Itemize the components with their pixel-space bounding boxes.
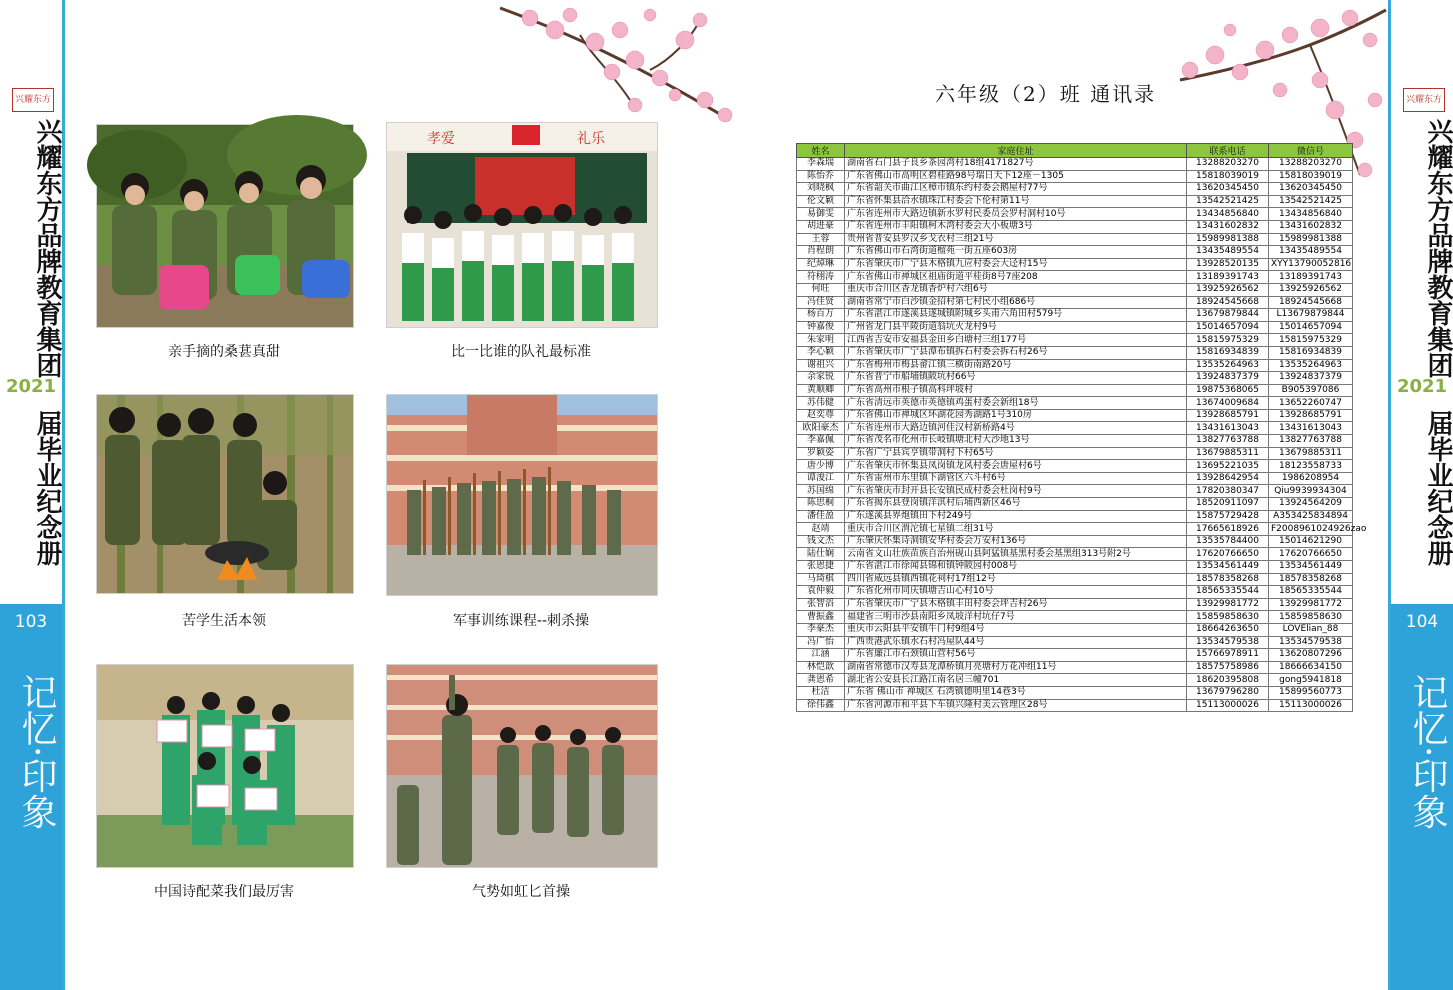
subtitle: 届毕业纪念册 <box>1423 410 1453 566</box>
table-row <box>797 372 1353 385</box>
cell-address: 广东省佛山市禅城区环湖花园秀湖路1号310房 <box>845 409 1187 422</box>
cherry-blossom-branch-left <box>500 0 740 140</box>
cell-wechat: 18565335544 <box>1269 586 1353 599</box>
cell-phone: 13534561449 <box>1187 561 1269 574</box>
cell-name: 李嘉佩 <box>797 435 845 448</box>
table-row <box>797 472 1353 485</box>
cell-address: 广东省肇庆市广宁县潭布镇拆石村委会拆石村26号 <box>845 346 1187 359</box>
cell-address: 广东省广宁县宾亨镇带洞村下村65号 <box>845 447 1187 460</box>
cell-address: 广东省连州市大路边镇新水罗村民委员会罗村洞村10号 <box>845 208 1187 221</box>
cell-name: 余家锐 <box>797 372 845 385</box>
cell-phone: 17820380347 <box>1187 485 1269 498</box>
cell-phone: 17665618926 <box>1187 523 1269 536</box>
cell-phone: 18664263650 <box>1187 623 1269 636</box>
cell-name: 张智滔 <box>797 598 845 611</box>
cell-address: 广东省肇庆市广宁县木格镇丰田村委会坪吉村26号 <box>845 598 1187 611</box>
cell-phone: 13431613043 <box>1187 422 1269 435</box>
table-row <box>797 422 1353 435</box>
cell-address: 重庆市合川区香龙镇香炉村六组6号 <box>845 283 1187 296</box>
table-row <box>797 573 1353 586</box>
cell-name: 欧阳豪杰 <box>797 422 845 435</box>
cell-address: 广东省肇庆市广宁县木格镇九应村委会大迳村15号 <box>845 258 1187 271</box>
cell-address: 四川省威远县镇西镇花祠村17组12号 <box>845 573 1187 586</box>
banner-text-right: 礼乐 <box>577 131 605 147</box>
cell-address: 广东省怀集县洽水镇珠江村委会下伦村第11号 <box>845 195 1187 208</box>
cell-address: 广东省连州市大路边镇河佳汉村新桥路4号 <box>845 422 1187 435</box>
cell-wechat: 13929981772 <box>1269 598 1353 611</box>
table-row <box>797 384 1353 397</box>
cell-address: 广东省佛山市高明区碧桂路98号瑞日天下12座－1305 <box>845 170 1187 183</box>
cell-name: 伦文颖 <box>797 195 845 208</box>
cell-wechat: LOVElian_88 <box>1269 623 1353 636</box>
cell-wechat: 13534579538 <box>1269 636 1353 649</box>
cell-wechat: 13535264963 <box>1269 359 1353 372</box>
cell-name: 王蓉 <box>797 233 845 246</box>
cell-address: 重庆市云阳县平安镇牛门村9组4号 <box>845 623 1187 636</box>
cell-name: 易御雯 <box>797 208 845 221</box>
cell-wechat: 13534561449 <box>1269 561 1353 574</box>
photo-image <box>97 395 353 593</box>
contact-directory-table <box>796 143 1367 712</box>
cell-name: 朱家明 <box>797 334 845 347</box>
cell-phone: 18575758986 <box>1187 661 1269 674</box>
cell-wechat: 17620766650 <box>1269 548 1353 561</box>
table-row <box>797 548 1353 561</box>
cell-name: 林恺歆 <box>797 661 845 674</box>
cell-name: 谢祖兴 <box>797 359 845 372</box>
cell-phone: 18520911097 <box>1187 498 1269 511</box>
cell-wechat: 15113000026 <box>1269 699 1353 712</box>
table-row <box>797 233 1353 246</box>
table-row <box>797 346 1353 359</box>
photo-image <box>97 125 353 327</box>
cell-phone: 13928642954 <box>1187 472 1269 485</box>
table-row <box>797 334 1353 347</box>
cell-name: 龚恩希 <box>797 674 845 687</box>
cell-address: 贵州省普安县罗汉乡戈衣村三组21号 <box>845 233 1187 246</box>
table-row <box>797 636 1353 649</box>
cell-wechat: 13434856840 <box>1269 208 1353 221</box>
page-number-left: 103 <box>14 612 48 632</box>
cell-address: 湖南省石门县子良乡茶园湾村18组4171827号 <box>845 158 1187 171</box>
table-row <box>797 183 1353 196</box>
right-sidebar <box>1388 0 1453 990</box>
cell-phone: 13288203270 <box>1187 158 1269 171</box>
cell-phone: 15989981388 <box>1187 233 1269 246</box>
cell-address: 广东省化州市同庆镇塘吉山心村10号 <box>845 586 1187 599</box>
cell-wechat: 13652260747 <box>1269 397 1353 410</box>
cell-name: 李心颖 <box>797 346 845 359</box>
table-row <box>797 258 1353 271</box>
table-row <box>797 397 1353 410</box>
table-row <box>797 674 1353 687</box>
cell-name: 张恩捷 <box>797 561 845 574</box>
cell-name: 胡进豪 <box>797 220 845 233</box>
cell-address: 广东省清远市英德市英德镇鸡蛋村委会新组18号 <box>845 397 1187 410</box>
cell-address: 广东省 佛山市 禅城区 石湾镇德明里14巷3号 <box>845 686 1187 699</box>
cell-wechat: 13431602832 <box>1269 220 1353 233</box>
cell-phone: 17620766650 <box>1187 548 1269 561</box>
photo-cooking <box>96 394 354 594</box>
cell-phone: 13928520135 <box>1187 258 1269 271</box>
cell-address: 广东省湛江市徐闻县锦和镇钟陂园村008号 <box>845 561 1187 574</box>
cell-phone: 13679879844 <box>1187 309 1269 322</box>
table-row <box>797 170 1353 183</box>
cell-address: 湖南省常德市汉寿县龙潭桥镇月亮塘村万花冲组11号 <box>845 661 1187 674</box>
year-label: 2021 <box>1396 376 1448 397</box>
cell-address: 江西省吉安市安福县金田乡白塘村三组177号 <box>845 334 1187 347</box>
table-row <box>797 598 1353 611</box>
column-header-name: 姓名 <box>797 144 845 158</box>
cell-address: 云南省文山壮族苗族自治州砚山县阿猛镇基黑村委会基黑组313号附2号 <box>845 548 1187 561</box>
cell-name: 曹振鑫 <box>797 611 845 624</box>
cell-name: 杜洁 <box>797 686 845 699</box>
cell-phone: 13435489554 <box>1187 246 1269 259</box>
cell-wechat: 1986208954 <box>1269 472 1353 485</box>
table-row <box>797 321 1353 334</box>
photo-image <box>97 665 353 867</box>
cell-phone: 13189391743 <box>1187 271 1269 284</box>
cell-name: 赵奕尊 <box>797 409 845 422</box>
cell-wechat: 15014657094 <box>1269 321 1353 334</box>
cell-phone: 18565335544 <box>1187 586 1269 599</box>
cell-name: 黄顺卿 <box>797 384 845 397</box>
photo-image <box>387 123 657 327</box>
photo-caption: 军事训练课程--刺杀操 <box>452 613 590 629</box>
cell-address: 广西贵港武乐镇水石村冯屋队44号 <box>845 636 1187 649</box>
cell-name: 肖程朗 <box>797 246 845 259</box>
table-row <box>797 447 1353 460</box>
directory-title: 六年级（2）班 通讯录 <box>935 82 1157 106</box>
cell-address: 广东省肇庆市怀集县凤岗镇龙风村委会唐屋村6号 <box>845 460 1187 473</box>
cell-wechat: 13928685791 <box>1269 409 1353 422</box>
photo-bayonet-drill <box>386 394 658 596</box>
table-row <box>797 686 1353 699</box>
cell-name: 李豪杰 <box>797 623 845 636</box>
cell-name: 钟嘉俊 <box>797 321 845 334</box>
photo-poem-dishes <box>96 664 354 868</box>
photo-image <box>387 395 657 595</box>
cell-name: 陈思桐 <box>797 498 845 511</box>
cell-phone: 15766978911 <box>1187 649 1269 662</box>
cell-phone: 15875729428 <box>1187 510 1269 523</box>
cell-wechat: 15899560773 <box>1269 686 1353 699</box>
cell-phone: 15859858630 <box>1187 611 1269 624</box>
photo-image <box>387 665 657 867</box>
subtitle: 届毕业纪念册 <box>32 410 62 566</box>
cell-name: 罗颖姿 <box>797 447 845 460</box>
cell-wechat: 18924545668 <box>1269 296 1353 309</box>
photo-caption: 比一比谁的队礼最标准 <box>451 344 591 360</box>
cell-wechat: 13924837379 <box>1269 372 1353 385</box>
table-row <box>797 158 1353 171</box>
cell-wechat: B905397086 <box>1269 384 1353 397</box>
cell-address: 广东省高州市根子镇高科坪坡村 <box>845 384 1187 397</box>
cell-name: 袁仲毅 <box>797 586 845 599</box>
cell-wechat: gong5941818 <box>1269 674 1353 687</box>
photo-dagger-drill <box>386 664 658 868</box>
cell-wechat: XYY13790052816 <box>1269 258 1353 271</box>
cell-name: 马琦棋 <box>797 573 845 586</box>
cell-wechat: 15818039019 <box>1269 170 1353 183</box>
brand-logo: 兴耀东方 <box>1403 88 1445 112</box>
blue-band <box>0 604 62 990</box>
column-header-phone: 联系电话 <box>1187 144 1269 158</box>
table-row <box>797 246 1353 259</box>
table-row <box>797 623 1353 636</box>
blue-band <box>1391 604 1453 990</box>
cell-phone: 13929981772 <box>1187 598 1269 611</box>
cell-name: 谭浚江 <box>797 472 845 485</box>
cell-address: 福建省三明市沙县南阳乡凤坡洋村坑仔7号 <box>845 611 1187 624</box>
cell-address: 广州省龙门县平陵街道翁坑火龙村9号 <box>845 321 1187 334</box>
brand-logo: 兴耀东方 <box>12 88 54 112</box>
table-row <box>797 435 1353 448</box>
table-row <box>797 649 1353 662</box>
column-header-address: 家庭住址 <box>845 144 1187 158</box>
cell-wechat: 13431613043 <box>1269 422 1353 435</box>
cell-name: 唐少博 <box>797 460 845 473</box>
cell-phone: 13679885311 <box>1187 447 1269 460</box>
memory-title: 记忆·印象 <box>16 674 57 830</box>
cell-address: 广东省廉江市石颈镇山营村56号 <box>845 649 1187 662</box>
table-header-row <box>797 144 1353 158</box>
table-row <box>797 220 1353 233</box>
cell-phone: 15113000026 <box>1187 699 1269 712</box>
cell-wechat: F2008961024926zao <box>1269 523 1353 536</box>
cell-wechat: 13827763788 <box>1269 435 1353 448</box>
table-row <box>797 535 1353 548</box>
cell-phone: 15815975329 <box>1187 334 1269 347</box>
page-number-right: 104 <box>1405 612 1439 632</box>
table-row <box>797 510 1353 523</box>
table-row <box>797 283 1353 296</box>
cell-address: 广东省雷州市东里镇下湖管区六斗村6号 <box>845 472 1187 485</box>
cell-name: 陆仕娴 <box>797 548 845 561</box>
cell-phone: 13928685791 <box>1187 409 1269 422</box>
brand-title: 兴耀东方品牌教育集团 <box>32 118 62 378</box>
cell-name: 苏国绵 <box>797 485 845 498</box>
cell-wechat: 13189391743 <box>1269 271 1353 284</box>
table-body <box>797 158 1367 712</box>
cell-name: 冯佳贤 <box>797 296 845 309</box>
cell-wechat: 18666634150 <box>1269 661 1353 674</box>
cell-phone: 13674009684 <box>1187 397 1269 410</box>
cell-address: 广东省揭东县登岗镇洋淇村后埔西新区46号 <box>845 498 1187 511</box>
cell-name: 江涵 <box>797 649 845 662</box>
cell-name: 陈怡乔 <box>797 170 845 183</box>
cell-address: 广东省梅州市梅县畲江镇三横街南路20号 <box>845 359 1187 372</box>
cell-phone: 18924545668 <box>1187 296 1269 309</box>
cell-phone: 15818039019 <box>1187 170 1269 183</box>
photo-salute <box>386 122 658 328</box>
table-row <box>797 661 1353 674</box>
cell-address: 湖北省公安县长江路江南名居三幢701 <box>845 674 1187 687</box>
table-row <box>797 359 1353 372</box>
cell-address: 广东省连州市丰阳镇柯木湾村委会大小板塘3号 <box>845 220 1187 233</box>
cell-wechat: 13620345450 <box>1269 183 1353 196</box>
photo-caption: 苦学生活本领 <box>182 613 266 629</box>
cell-phone: 13542521425 <box>1187 195 1269 208</box>
cell-name: 杨百万 <box>797 309 845 322</box>
cell-wechat: A353425834894 <box>1269 510 1353 523</box>
column-header-wechat: 微信号 <box>1269 144 1353 158</box>
cell-name: 何旺 <box>797 283 845 296</box>
photo-caption: 中国诗配菜我们最厉害 <box>154 884 294 900</box>
memory-title: 记忆·印象 <box>1407 674 1448 830</box>
cell-phone: 18620395808 <box>1187 674 1269 687</box>
cell-address: 广东肇庆怀集诗洞镇安华村委会万安村136号 <box>845 535 1187 548</box>
photo-mulberry-picking <box>96 124 354 328</box>
cell-name: 李森瑞 <box>797 158 845 171</box>
cell-phone: 13534579538 <box>1187 636 1269 649</box>
table-row <box>797 523 1353 536</box>
cell-wechat: 13679885311 <box>1269 447 1353 460</box>
cell-name: 苏伟健 <box>797 397 845 410</box>
photo-caption: 气势如虹匕首操 <box>472 884 570 900</box>
cell-address: 广东省茂名市化州市长岐镇塘北村大沙地13号 <box>845 435 1187 448</box>
cell-wechat: 18578358268 <box>1269 573 1353 586</box>
cell-wechat: Qiu9939934304 <box>1269 485 1353 498</box>
table-row <box>797 561 1353 574</box>
cell-wechat: 13924564209 <box>1269 498 1353 511</box>
cell-wechat: 13620807296 <box>1269 649 1353 662</box>
cell-phone: 13620345450 <box>1187 183 1269 196</box>
cell-name: 符栩涛 <box>797 271 845 284</box>
year-label: 2021 <box>5 376 57 397</box>
cell-phone: 13925926562 <box>1187 283 1269 296</box>
table-row <box>797 498 1353 511</box>
cell-wechat: 15989981388 <box>1269 233 1353 246</box>
cell-phone: 13695221035 <box>1187 460 1269 473</box>
cell-phone: 19875368065 <box>1187 384 1269 397</box>
cell-wechat: 15859858630 <box>1269 611 1353 624</box>
cell-wechat: 13288203270 <box>1269 158 1353 171</box>
cell-name: 潘佳盈 <box>797 510 845 523</box>
brand-title: 兴耀东方品牌教育集团 <box>1423 118 1453 378</box>
cell-phone: 13535784400 <box>1187 535 1269 548</box>
photo-caption: 亲手摘的桑葚真甜 <box>168 344 280 360</box>
cell-address: 广东省佛山市石湾街道榴苑一街五座603房 <box>845 246 1187 259</box>
cell-phone: 13679796280 <box>1187 686 1269 699</box>
cell-wechat: 13542521425 <box>1269 195 1353 208</box>
left-sidebar <box>0 0 65 990</box>
cell-wechat: 13925926562 <box>1269 283 1353 296</box>
table-row <box>797 296 1353 309</box>
cell-address: 广东省湛江市遂溪县遂城镇附城乡头甫六角田村579号 <box>845 309 1187 322</box>
cell-wechat: 18123558733 <box>1269 460 1353 473</box>
cell-wechat: 15014621290 <box>1269 535 1353 548</box>
cell-address: 广东省肇庆市封开县长安镇民成村委会杜岗村9号 <box>845 485 1187 498</box>
cell-address: 湖南省常宁市白沙镇金招村第七村民小组686号 <box>845 296 1187 309</box>
table-row <box>797 460 1353 473</box>
cell-name: 刘晓枫 <box>797 183 845 196</box>
cell-address: 广东省普宁市船埔镇陂坑村66号 <box>845 372 1187 385</box>
cell-wechat: 13435489554 <box>1269 246 1353 259</box>
table-row <box>797 208 1353 221</box>
cell-phone: 18578358268 <box>1187 573 1269 586</box>
table-row <box>797 586 1353 599</box>
table-row <box>797 195 1353 208</box>
cell-name: 赵靖 <box>797 523 845 536</box>
table-row <box>797 309 1353 322</box>
cell-phone: 15014657094 <box>1187 321 1269 334</box>
table-row <box>797 485 1353 498</box>
table-row <box>797 271 1353 284</box>
cell-wechat: 15816934839 <box>1269 346 1353 359</box>
cell-phone: 13434856840 <box>1187 208 1269 221</box>
cell-wechat: 15815975329 <box>1269 334 1353 347</box>
table-row <box>797 699 1353 712</box>
cell-name: 冯广怡 <box>797 636 845 649</box>
table-row <box>797 409 1353 422</box>
cell-address: 广东省韶关市曲江区樟市镇东约村委会鹅屋村77号 <box>845 183 1187 196</box>
cell-address: 重庆市合川区渭沱镇七星镇二组31号 <box>845 523 1187 536</box>
cell-address: 广东省佛山市禅城区祖庙街道平桂街8号7座208 <box>845 271 1187 284</box>
cell-phone: 15816934839 <box>1187 346 1269 359</box>
cell-name: 钱文杰 <box>797 535 845 548</box>
table-row <box>797 611 1353 624</box>
cell-name: 徐伟鑫 <box>797 699 845 712</box>
cell-wechat: L13679879844 <box>1269 309 1353 322</box>
cell-name: 纪焯琳 <box>797 258 845 271</box>
banner-text-left: 孝爱 <box>427 131 455 147</box>
cell-address: 广东省河源市和平县下车镇兴隆村美云管理区28号 <box>845 699 1187 712</box>
cell-phone: 13827763788 <box>1187 435 1269 448</box>
cell-address: 广东遂溪县界炮镇田下村249号 <box>845 510 1187 523</box>
cell-phone: 13431602832 <box>1187 220 1269 233</box>
cell-phone: 13924837379 <box>1187 372 1269 385</box>
cell-phone: 13535264963 <box>1187 359 1269 372</box>
